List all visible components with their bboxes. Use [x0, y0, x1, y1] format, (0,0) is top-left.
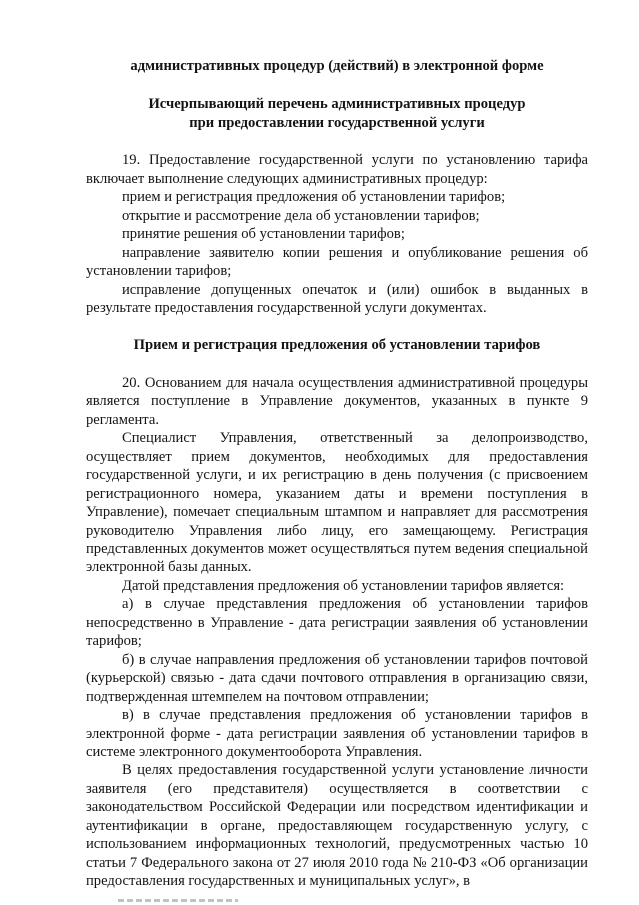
heading-line-1: Исчерпывающий перечень административных процедур	[148, 96, 526, 113]
paragraph-case-a: а) в случае представления предложения об установлении тарифов непосредственно в Управление - дата регистрации заявления об установлении тарифов;	[86, 596, 588, 650]
procedure-item: принятие решения об установлении тарифов;	[122, 226, 405, 243]
section-heading-electronic-form: административных процедур (действий) в электронной форме	[130, 58, 544, 74]
paragraph-19-intro: 19. Предоставление государственной услуги по установлению тарифа включает выполнение следующих административных процедур:	[86, 152, 588, 187]
paragraph-20-basis: 20. Основанием для начала осуществления административной процедуры является поступление в Управление документов, указанных в пункте 9 регламента.	[86, 374, 588, 428]
paragraph-case-b: б) в случае направления предложения об установлении тарифов почтовой (курьерской) связью - дата сдачи почтового отправления в организацию связи, подтвержденная штемпелем на почтовом отправлении;	[86, 651, 588, 705]
procedure-item: направление заявителю копии решения и опубликование решения об установлении тарифов;	[86, 244, 588, 280]
paragraph-date-definition: Датой представления предложения об установлении тарифов является:	[122, 577, 565, 594]
section-heading-registration: Прием и регистрация предложения об установлении тарифов	[133, 337, 541, 354]
section-heading-procedures-list	[86, 95, 588, 132]
paragraph-case-c: в) в случае представления предложения об установлении тарифов в электронной форме - дата регистрации заявления об установлении тарифов в системе электронного документооборота Управления.	[86, 707, 588, 760]
paragraph-identification: В целях предоставления государственной услуги установление личности заявителя (его представителя) осуществляется в соответствии с законодательством Российской Федерации или посредством идентификации и аутентификации в органе, предоставляющем государственную услугу, с использованием информационных технологий, предусмотренных частью 10 статьи 7 Федерального закона от 27 июля 2010 года № 210-ФЗ «Об организации предоставления государственных и муниципальных услуг», в	[86, 762, 588, 890]
paragraph-specialist: Специалист Управления, ответственный за делопроизводство, осуществляет прием документов, необходимых для предоставления государственной услуги, и их регистрацию в день получения (с присвоением регистрационного номера, указанием даты и времени поступления в Управление), помечает специальным штампом и направляет для рассмотрения руководителю Управления либо лицу, его замещающему. Регистрация представленных документов может осуществляться путем ведения специальной электронной базы данных.	[86, 430, 588, 576]
procedure-item: исправление допущенных опечаток и (или) ошибок в выданных в результате предоставления государственной услуги документах.	[86, 281, 588, 316]
scan-edge-mark	[118, 899, 238, 902]
procedure-item: открытие и рассмотрение дела об установлении тарифов;	[122, 207, 480, 224]
procedure-item: прием и регистрация предложения об установлении тарифов;	[122, 189, 506, 206]
heading-line-2: при предоставлении государственной услуги	[189, 114, 485, 131]
document-body	[86, 57, 588, 891]
